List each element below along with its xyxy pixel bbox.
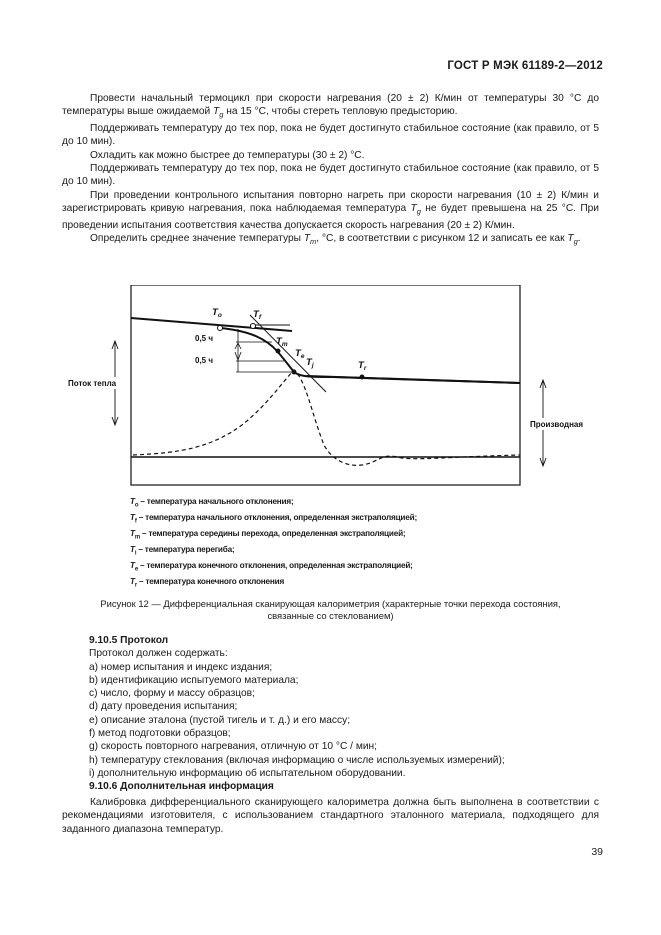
list-item: g) скорость повторного нагревания, отличную от 10 °С / мин;	[89, 741, 377, 753]
legend-item: $T_f$ – температура начального отклонения, определенная экстраполяцией;	[130, 512, 417, 525]
section-heading-protocol: 9.10.5 Протокол	[89, 635, 169, 646]
final-baseline	[307, 376, 520, 383]
paragraph-hold-1: Поддерживать температуру до тех пор, пока не будет достигнуто стабильное состояние (как правило, от 5 до 10 мин).	[62, 122, 599, 148]
paragraph-determine: Определить среднее значение температуры $T_m$, °С, в соответствии с рисунком 12 и записать ее как $T_g$.	[90, 233, 581, 247]
point-t-r	[360, 375, 365, 380]
inflection-tangent	[250, 315, 326, 392]
caption-line-2: связанные со стеклованием)	[267, 610, 394, 621]
list-item: d) дату проведения испытания;	[89, 701, 238, 713]
legend-item: $T_m$ – температура середины перехода, определенная экстраполяцией;	[130, 528, 406, 541]
legend-item: $T_i$ – температура перегиба;	[130, 544, 235, 557]
legend-item: $T_r$ – температура конечного отклонения	[130, 576, 285, 589]
list-item: f) метод подготовки образцов;	[89, 728, 231, 740]
figure-legend	[130, 496, 417, 592]
list-item: i) дополнительную информацию об испытательном оборудовании.	[89, 767, 406, 779]
dsc-diagram	[62, 285, 602, 495]
paragraph-initial-cycle: Провести начальный термоцикл при скорости нагревания (20 ± 2) К/мин от температуры 30 °С до температуры выше ожидаемой $T_g$ на 15 °С, чтобы стереть тепловую предысторию.	[62, 93, 599, 120]
list-item: b) идентификацию испытуемого материала;	[89, 674, 299, 686]
section-protocol	[89, 634, 599, 794]
label-t-f: $T_f$	[253, 309, 261, 321]
label-half-height-2: 0,5 ч	[195, 356, 213, 365]
procedure-text	[62, 92, 599, 249]
list-item: h) температуру стеклования (включая информацию о числе используемых измерений);	[89, 754, 505, 766]
heat-flow-curve	[220, 328, 520, 383]
paragraph-reheat: При проведении контрольного испытания повторно нагреть при скорости нагревания (10 ± 2) К/мин и зарегистрировать кривую нагревания, пока наблюдаемая температура $T_g$ не будет превышена на 25 °С. При проведении испытания соответствия качества допускается скорость нагревания (20 ± 2) К/мин.	[62, 189, 599, 231]
paragraph-hold-2: Поддерживать температуру до тех пор, пока не будет достигнуто стабильное состояние (как правило, от 5 до 10 мин).	[62, 163, 599, 188]
label-t-m: $T_m$	[276, 336, 288, 348]
point-t-m	[276, 349, 281, 354]
label-half-height-1: 0,5 ч	[195, 334, 213, 343]
additional-info-text	[62, 796, 599, 836]
list-item: а) номер испытания и индекс издания;	[89, 661, 273, 673]
additional-info-paragraph: Калибровка дифференциального сканирующего калориметра должна быть выполнена в соответствии с рекомендациями изготовителя, с использованием стандартного эталонного материала, подходящего для заданного диапазона температур.	[62, 797, 599, 835]
plot-frame	[131, 285, 520, 485]
label-t-r: $T_r$	[358, 360, 367, 372]
point-t-f	[251, 324, 256, 329]
section-heading-additional: 9.10.6 Дополнительная информация	[89, 781, 274, 793]
point-t-o	[218, 326, 223, 331]
paragraph-cool: Охладить как можно быстрее до температуры (30 ± 2) °С.	[90, 149, 365, 161]
caption-line-1: Рисунок 12 — Дифференциальная сканирующая калориметрия (характерные точки перехода состояния,	[100, 598, 561, 609]
legend-item: $T_o$ – температура начального отклонения;	[130, 497, 294, 509]
figure-caption	[62, 598, 599, 622]
initial-baseline	[131, 318, 292, 331]
protocol-intro: Протокол должен содержать:	[89, 648, 228, 660]
label-t-o: $T_o$	[212, 307, 222, 319]
derivative-curve	[133, 370, 520, 465]
document-header: ГОСТ Р МЭК 61189-2—2012	[447, 60, 603, 72]
list-item: c) число, форму и массу образцов;	[89, 688, 255, 700]
label-t-j: $T_j$	[306, 357, 314, 369]
list-item: e) описание эталона (пустой тигель и т. д.) и его массу;	[89, 714, 351, 726]
page-number: 39	[591, 846, 603, 858]
heat-flow-label: Поток тепла	[68, 379, 117, 388]
legend-item: $T_e$ – температура конечного отклонения, определенная экстраполяцией;	[130, 560, 413, 573]
derivative-label: Производная	[530, 420, 584, 429]
label-t-e: $T_e$	[295, 348, 305, 360]
point-t-e	[292, 370, 297, 375]
